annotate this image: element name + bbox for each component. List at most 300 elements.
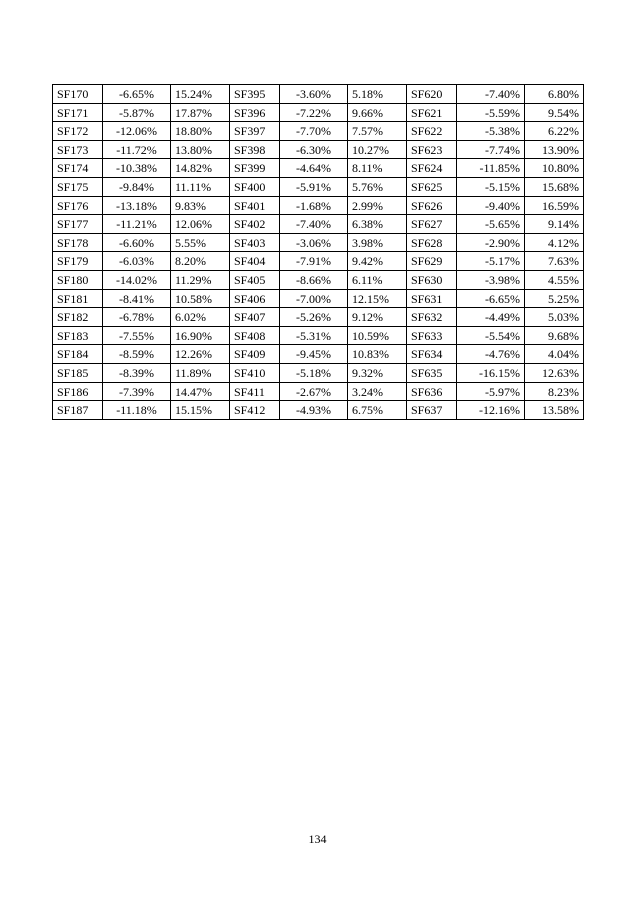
max-cell-a — [171, 177, 230, 196]
cell-text: 18.80% — [175, 124, 212, 139]
cell-text: 14.47% — [175, 384, 212, 399]
cell-text: -5.59% — [485, 105, 520, 120]
table-row — [53, 103, 584, 122]
id-cell-b — [230, 363, 280, 382]
id-cell-a — [53, 382, 103, 401]
id-cell-b — [230, 196, 280, 215]
cell-text: 10.59% — [352, 328, 389, 343]
id-cell-a — [53, 308, 103, 327]
cell-text: 6.11% — [352, 272, 383, 287]
max-cell-c — [525, 159, 584, 178]
cell-text: -4.93% — [296, 403, 331, 418]
cell-text: SF624 — [411, 161, 443, 176]
max-cell-b — [348, 345, 407, 364]
cell-text: 11.89% — [175, 365, 212, 380]
cell-text: SF399 — [234, 161, 266, 176]
max-cell-c — [525, 326, 584, 345]
min-cell-b — [280, 289, 348, 308]
cell-text: -11.72% — [116, 142, 157, 157]
cell-text: -7.40% — [296, 217, 331, 232]
cell-text: SF630 — [411, 272, 443, 287]
min-cell-c — [457, 326, 525, 345]
max-cell-c — [525, 140, 584, 159]
cell-text: SF398 — [234, 142, 266, 157]
cell-text: -5.31% — [296, 328, 331, 343]
id-cell-c — [407, 363, 457, 382]
min-cell-a — [103, 140, 171, 159]
cell-text: -2.67% — [296, 384, 331, 399]
cell-text: SF173 — [57, 142, 89, 157]
max-cell-c — [525, 401, 584, 420]
cell-text: SF178 — [57, 235, 89, 250]
cell-text: -7.70% — [296, 124, 331, 139]
max-cell-b — [348, 233, 407, 252]
id-cell-c — [407, 177, 457, 196]
id-cell-a — [53, 289, 103, 308]
cell-text: -1.68% — [296, 198, 331, 213]
max-cell-b — [348, 85, 407, 104]
cell-text: -5.17% — [485, 254, 520, 269]
min-cell-a — [103, 233, 171, 252]
cell-text: -5.26% — [296, 310, 331, 325]
max-cell-a — [171, 140, 230, 159]
min-cell-b — [280, 103, 348, 122]
id-cell-a — [53, 159, 103, 178]
cell-text: SF405 — [234, 272, 266, 287]
cell-text: 15.68% — [542, 179, 579, 194]
cell-text: 6.02% — [175, 310, 206, 325]
id-cell-a — [53, 177, 103, 196]
min-cell-b — [280, 270, 348, 289]
cell-text: 5.18% — [352, 87, 383, 101]
cell-text: SF397 — [234, 124, 266, 139]
table-row — [53, 215, 584, 234]
id-cell-c — [407, 215, 457, 234]
cell-text: SF176 — [57, 198, 89, 213]
min-cell-b — [280, 401, 348, 420]
min-cell-c — [457, 215, 525, 234]
cell-text: 7.63% — [548, 254, 579, 269]
table-row — [53, 401, 584, 420]
cell-text: SF181 — [57, 291, 89, 306]
cell-text: -5.87% — [119, 105, 154, 120]
min-cell-c — [457, 196, 525, 215]
cell-text: -7.74% — [485, 142, 520, 157]
max-cell-a — [171, 382, 230, 401]
cell-text: SF182 — [57, 310, 89, 325]
id-cell-b — [230, 308, 280, 327]
table-row — [53, 345, 584, 364]
max-cell-a — [171, 215, 230, 234]
cell-text: -2.90% — [485, 235, 520, 250]
cell-text: 9.12% — [352, 310, 383, 325]
cell-text: -8.59% — [119, 347, 154, 362]
cell-text: SF175 — [57, 179, 89, 194]
cell-text: 4.12% — [548, 235, 579, 250]
min-cell-b — [280, 215, 348, 234]
cell-text: -11.85% — [479, 161, 520, 176]
id-cell-b — [230, 215, 280, 234]
cell-text: -5.15% — [485, 179, 520, 194]
cell-text: 15.15% — [175, 403, 212, 418]
cell-text: SF620 — [411, 87, 443, 101]
max-cell-c — [525, 177, 584, 196]
cell-text: SF404 — [234, 254, 266, 269]
cell-text: SF407 — [234, 310, 266, 325]
max-cell-c — [525, 103, 584, 122]
cell-text: -12.06% — [116, 124, 157, 139]
id-cell-c — [407, 308, 457, 327]
cell-text: 2.99% — [352, 198, 383, 213]
cell-text: SF406 — [234, 291, 266, 306]
cell-text: 5.03% — [548, 310, 579, 325]
id-cell-a — [53, 215, 103, 234]
cell-text: SF183 — [57, 328, 89, 343]
min-cell-c — [457, 270, 525, 289]
table-row — [53, 233, 584, 252]
table-row — [53, 326, 584, 345]
cell-text: SF401 — [234, 198, 266, 213]
cell-text: 10.27% — [352, 142, 389, 157]
cell-text: SF622 — [411, 124, 443, 139]
min-cell-b — [280, 363, 348, 382]
max-cell-b — [348, 326, 407, 345]
cell-text: -7.00% — [296, 291, 331, 306]
id-cell-b — [230, 140, 280, 159]
max-cell-c — [525, 363, 584, 382]
max-cell-b — [348, 122, 407, 141]
min-cell-b — [280, 177, 348, 196]
min-cell-b — [280, 233, 348, 252]
min-cell-a — [103, 308, 171, 327]
id-cell-a — [53, 85, 103, 104]
cell-text: SF409 — [234, 347, 266, 362]
id-cell-c — [407, 382, 457, 401]
min-cell-b — [280, 326, 348, 345]
table-row — [53, 289, 584, 308]
cell-text: 7.57% — [352, 124, 383, 139]
table-row — [53, 382, 584, 401]
cell-text: -5.65% — [485, 217, 520, 232]
cell-text: SF629 — [411, 254, 443, 269]
id-cell-b — [230, 270, 280, 289]
cell-text: -14.02% — [116, 272, 157, 287]
id-cell-c — [407, 103, 457, 122]
cell-text: 8.23% — [548, 384, 579, 399]
cell-text: -5.91% — [296, 179, 331, 194]
cell-text: 9.68% — [548, 328, 579, 343]
id-cell-a — [53, 252, 103, 271]
id-cell-b — [230, 85, 280, 104]
min-cell-a — [103, 85, 171, 104]
cell-text: SF170 — [57, 87, 89, 101]
id-cell-b — [230, 252, 280, 271]
cell-text: 12.15% — [352, 291, 389, 306]
cell-text: -6.60% — [119, 235, 154, 250]
id-cell-c — [407, 289, 457, 308]
cell-text: SF632 — [411, 310, 443, 325]
cell-text: 9.54% — [548, 105, 579, 120]
cell-text: 5.76% — [352, 179, 383, 194]
cell-text: SF626 — [411, 198, 443, 213]
cell-text: 5.25% — [548, 291, 579, 306]
cell-text: 10.58% — [175, 291, 212, 306]
max-cell-b — [348, 363, 407, 382]
min-cell-c — [457, 345, 525, 364]
cell-text: -3.98% — [485, 272, 520, 287]
max-cell-b — [348, 215, 407, 234]
min-cell-c — [457, 363, 525, 382]
max-cell-a — [171, 308, 230, 327]
cell-text: -6.03% — [119, 254, 154, 269]
page-number: 134 — [308, 832, 327, 846]
min-cell-b — [280, 382, 348, 401]
id-cell-a — [53, 326, 103, 345]
max-cell-b — [348, 252, 407, 271]
cell-text: SF625 — [411, 179, 443, 194]
cell-text: -7.55% — [119, 328, 154, 343]
max-cell-b — [348, 382, 407, 401]
cell-text: SF634 — [411, 347, 443, 362]
min-cell-c — [457, 401, 525, 420]
cell-text: 11.11% — [175, 179, 212, 194]
table-row — [53, 252, 584, 271]
max-cell-a — [171, 345, 230, 364]
table-row — [53, 85, 584, 104]
cell-text: 12.26% — [175, 347, 212, 362]
max-cell-b — [348, 308, 407, 327]
cell-text: SF628 — [411, 235, 443, 250]
id-cell-c — [407, 233, 457, 252]
min-cell-c — [457, 177, 525, 196]
min-cell-c — [457, 159, 525, 178]
id-cell-a — [53, 345, 103, 364]
cell-text: 10.80% — [542, 161, 579, 176]
cell-text: -6.78% — [119, 310, 154, 325]
cell-text: 4.55% — [548, 272, 579, 287]
id-cell-c — [407, 122, 457, 141]
cell-text: SF185 — [57, 365, 89, 380]
min-cell-a — [103, 215, 171, 234]
max-cell-c — [525, 382, 584, 401]
id-cell-c — [407, 140, 457, 159]
max-cell-a — [171, 85, 230, 104]
cell-text: -9.45% — [296, 347, 331, 362]
table-row — [53, 140, 584, 159]
id-cell-c — [407, 345, 457, 364]
max-cell-a — [171, 289, 230, 308]
max-cell-b — [348, 270, 407, 289]
table-row — [53, 270, 584, 289]
cell-text: -7.91% — [296, 254, 331, 269]
cell-text: -5.18% — [296, 365, 331, 380]
cell-text: 6.22% — [548, 124, 579, 139]
min-cell-a — [103, 159, 171, 178]
id-cell-b — [230, 103, 280, 122]
max-cell-c — [525, 196, 584, 215]
cell-text: -3.60% — [296, 87, 331, 101]
cell-text: 8.20% — [175, 254, 206, 269]
cell-text: 6.80% — [548, 87, 579, 101]
min-cell-c — [457, 140, 525, 159]
cell-text: -7.22% — [296, 105, 331, 120]
cell-text: SF396 — [234, 105, 266, 120]
cell-text: 9.83% — [175, 198, 206, 213]
max-cell-c — [525, 122, 584, 141]
min-cell-b — [280, 252, 348, 271]
cell-text: SF184 — [57, 347, 89, 362]
cell-text: -4.49% — [485, 310, 520, 325]
min-cell-a — [103, 326, 171, 345]
id-cell-a — [53, 401, 103, 420]
id-cell-c — [407, 326, 457, 345]
cell-text: 10.83% — [352, 347, 389, 362]
id-cell-a — [53, 270, 103, 289]
cell-text: 11.29% — [175, 272, 212, 287]
min-cell-a — [103, 270, 171, 289]
min-cell-a — [103, 401, 171, 420]
max-cell-c — [525, 215, 584, 234]
cell-text: SF627 — [411, 217, 443, 232]
cell-text: SF621 — [411, 105, 443, 120]
cell-text: 16.90% — [175, 328, 212, 343]
max-cell-a — [171, 233, 230, 252]
id-cell-a — [53, 233, 103, 252]
cell-text: -8.39% — [119, 365, 154, 380]
max-cell-b — [348, 159, 407, 178]
min-cell-b — [280, 345, 348, 364]
max-cell-b — [348, 289, 407, 308]
max-cell-c — [525, 85, 584, 104]
cell-text: -6.65% — [485, 291, 520, 306]
max-cell-c — [525, 345, 584, 364]
id-cell-b — [230, 326, 280, 345]
min-cell-a — [103, 177, 171, 196]
data-table — [52, 84, 584, 420]
max-cell-b — [348, 401, 407, 420]
min-cell-b — [280, 122, 348, 141]
cell-text: 12.63% — [542, 365, 579, 380]
cell-text: SF171 — [57, 105, 89, 120]
table-row — [53, 308, 584, 327]
cell-text: 9.32% — [352, 365, 383, 380]
min-cell-a — [103, 363, 171, 382]
table-row — [53, 122, 584, 141]
min-cell-a — [103, 345, 171, 364]
id-cell-c — [407, 159, 457, 178]
table-row — [53, 159, 584, 178]
id-cell-b — [230, 289, 280, 308]
min-cell-c — [457, 308, 525, 327]
min-cell-a — [103, 289, 171, 308]
cell-text: 3.24% — [352, 384, 383, 399]
id-cell-a — [53, 196, 103, 215]
min-cell-c — [457, 122, 525, 141]
cell-text: SF408 — [234, 328, 266, 343]
min-cell-a — [103, 196, 171, 215]
id-cell-c — [407, 85, 457, 104]
max-cell-b — [348, 140, 407, 159]
id-cell-b — [230, 177, 280, 196]
max-cell-c — [525, 252, 584, 271]
cell-text: 6.38% — [352, 217, 383, 232]
cell-text: 5.55% — [175, 235, 206, 250]
cell-text: 8.11% — [352, 161, 383, 176]
max-cell-a — [171, 326, 230, 345]
max-cell-a — [171, 159, 230, 178]
id-cell-b — [230, 159, 280, 178]
cell-text: SF637 — [411, 403, 443, 418]
id-cell-a — [53, 122, 103, 141]
min-cell-a — [103, 103, 171, 122]
cell-text: SF403 — [234, 235, 266, 250]
id-cell-a — [53, 363, 103, 382]
cell-text: SF187 — [57, 403, 89, 418]
cell-text: SF180 — [57, 272, 89, 287]
cell-text: -7.40% — [485, 87, 520, 101]
table-row — [53, 363, 584, 382]
max-cell-c — [525, 289, 584, 308]
cell-text: 17.87% — [175, 105, 212, 120]
cell-text: -9.84% — [119, 179, 154, 194]
max-cell-b — [348, 196, 407, 215]
max-cell-a — [171, 270, 230, 289]
id-cell-b — [230, 382, 280, 401]
min-cell-b — [280, 308, 348, 327]
max-cell-a — [171, 363, 230, 382]
cell-text: -5.97% — [485, 384, 520, 399]
cell-text: SF172 — [57, 124, 89, 139]
id-cell-a — [53, 140, 103, 159]
cell-text: 6.75% — [352, 403, 383, 418]
min-cell-c — [457, 252, 525, 271]
cell-text: SF411 — [234, 384, 265, 399]
cell-text: -5.38% — [485, 124, 520, 139]
cell-text: SF177 — [57, 217, 89, 232]
id-cell-c — [407, 252, 457, 271]
max-cell-c — [525, 308, 584, 327]
cell-text: 12.06% — [175, 217, 212, 232]
cell-text: -11.21% — [116, 217, 157, 232]
id-cell-b — [230, 345, 280, 364]
cell-text: -8.41% — [119, 291, 154, 306]
cell-text: -11.18% — [116, 403, 157, 418]
min-cell-b — [280, 159, 348, 178]
min-cell-b — [280, 140, 348, 159]
cell-text: SF412 — [234, 403, 266, 418]
cell-text: -9.40% — [485, 198, 520, 213]
cell-text: 14.82% — [175, 161, 212, 176]
cell-text: 13.80% — [175, 142, 212, 157]
cell-text: 9.42% — [352, 254, 383, 269]
table-body — [53, 85, 584, 420]
cell-text: SF635 — [411, 365, 443, 380]
max-cell-a — [171, 252, 230, 271]
cell-text: 9.66% — [352, 105, 383, 120]
cell-text: SF395 — [234, 87, 266, 101]
cell-text: 3.98% — [352, 235, 383, 250]
cell-text: -8.66% — [296, 272, 331, 287]
cell-text: -12.16% — [479, 403, 520, 418]
id-cell-c — [407, 196, 457, 215]
cell-text: SF174 — [57, 161, 89, 176]
cell-text: SF633 — [411, 328, 443, 343]
min-cell-c — [457, 85, 525, 104]
max-cell-b — [348, 177, 407, 196]
cell-text: -13.18% — [116, 198, 157, 213]
max-cell-a — [171, 401, 230, 420]
id-cell-b — [230, 122, 280, 141]
